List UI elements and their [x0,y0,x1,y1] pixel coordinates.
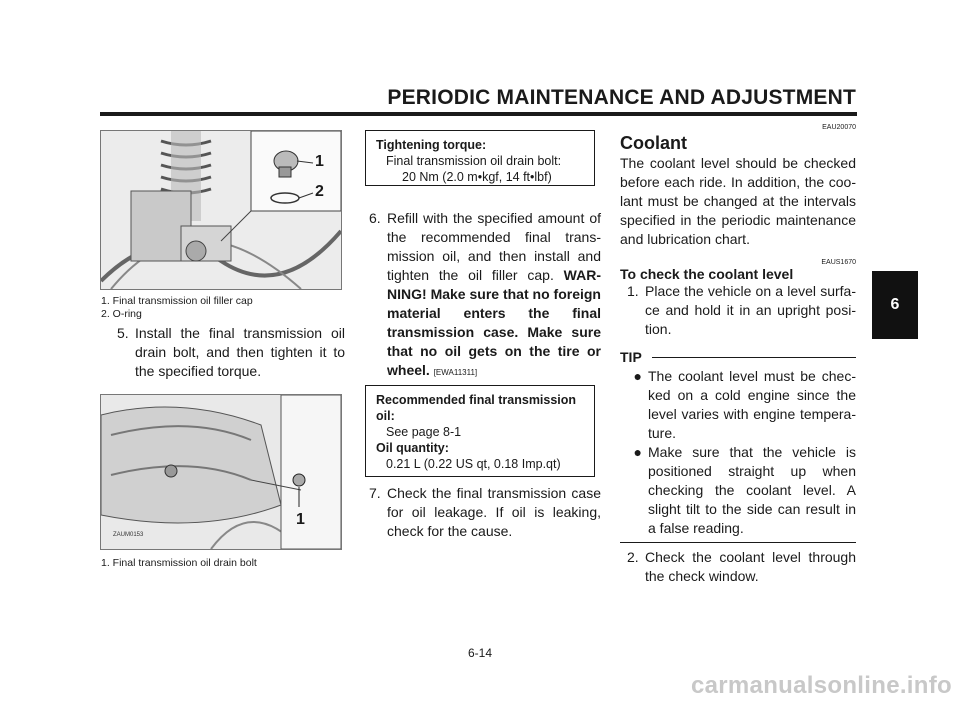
tip-bullet [620,443,856,538]
figure-oil-filler-cap [100,130,342,290]
step-number: 1. [627,283,639,299]
quantity-value: 0.21 L (0.22 US qt, 0.18 Imp.qt) [386,457,561,471]
step-text: Check the final transmission case for oil leakage. If oil is leaking, check for the cause. [387,485,601,539]
page-number: 6-14 [467,646,493,660]
figure2-callout-1: 1 [296,511,305,528]
torque-value: 20 Nm (2.0 m•kgf, 14 ft•lbf) [402,170,552,184]
tip-bullet [620,367,856,443]
right-column [620,124,856,586]
step-text: Place the vehicle on a level surfa- ce and hold it in an upright posi- tion. [645,283,856,337]
step-text: Check the coolant level through the check window. [645,549,856,584]
step-number: 7. [369,485,381,501]
bullet-icon: ● [633,368,642,384]
page-header-title: PERIODIC MAINTENANCE AND ADJUSTMENT [387,86,856,109]
caption-line: 2. O-ring [101,308,142,320]
oil-spec-box [365,385,595,477]
tip-rule [652,357,856,358]
warning-code: [EWA11311] [433,368,478,377]
torque-label: Tightening torque: [376,138,487,152]
tightening-torque-box [365,130,595,186]
step-text [387,209,601,382]
step-number: 6. [369,210,381,226]
figure2-code: ZAUM0153 [113,532,144,538]
figure2-caption: 1. Final transmission oil drain bolt [101,557,257,569]
quantity-label: Oil quantity: [376,441,449,455]
chapter-tab[interactable] [872,271,918,339]
tip-label: TIP [620,349,642,365]
coolant-step-2 [620,548,856,586]
step-6 [369,209,601,382]
step-7 [369,484,601,541]
warning-text: WAR- NING! Make sure that no foreign material enters the final transmission case. Make sure that no oil gets on the tire or wheel. [387,267,601,378]
step-text: Install the final transmission oil drain bolt, and then tighten it to the specified torque. [135,325,345,379]
caption-line: 1. Final transmission oil filler cap [101,295,253,307]
step-5 [117,324,345,381]
subsection-code: EAUS1670 [821,259,856,266]
figure-oil-drain-bolt [100,394,342,550]
tip-end-rule [620,542,856,543]
tip-text: Make sure that the vehicle is positioned straight up when checking the coolant level. A slight tilt to the side can result in a false reading. [648,444,856,536]
subsection-heading: To check the coolant level [620,266,794,282]
torque-item: Final transmission oil drain bolt: [386,154,562,168]
filler-cap-illustration [101,131,341,289]
step-number: 2. [627,549,639,565]
coolant-intro: The coolant level should be checked before each ride. In addition, the coo- lant must be changed at the intervals specified in the periodic maintenance and lubrication chart. [620,155,856,247]
chapter-tab-label: 6 [890,296,900,313]
site-watermark[interactable]: carmanualsonline.info [690,672,952,699]
step-6-text: Refill with the specified amount of the recommended final trans- mission oil, and then install and tighten the oil filler cap. [387,210,601,283]
oil-label: Recommended final transmission oil: [376,393,577,423]
tip-heading [620,349,856,365]
figure1-callout-1: 1 [315,153,324,170]
section-heading: Coolant [620,133,687,153]
bullet-icon: ● [633,444,642,460]
step-number: 5. [117,325,129,341]
oil-value: See page 8-1 [386,425,462,439]
figure1-callout-2: 2 [315,183,324,200]
figure1-caption [101,295,341,321]
tip-text: The coolant level must be chec- ked on a cold engine since the level varies with engine tempera- ture. [648,368,856,441]
header-rule [100,112,857,116]
coolant-step-1 [620,282,856,339]
drain-bolt-illustration [101,395,341,549]
section-code: EAU20070 [822,124,856,131]
